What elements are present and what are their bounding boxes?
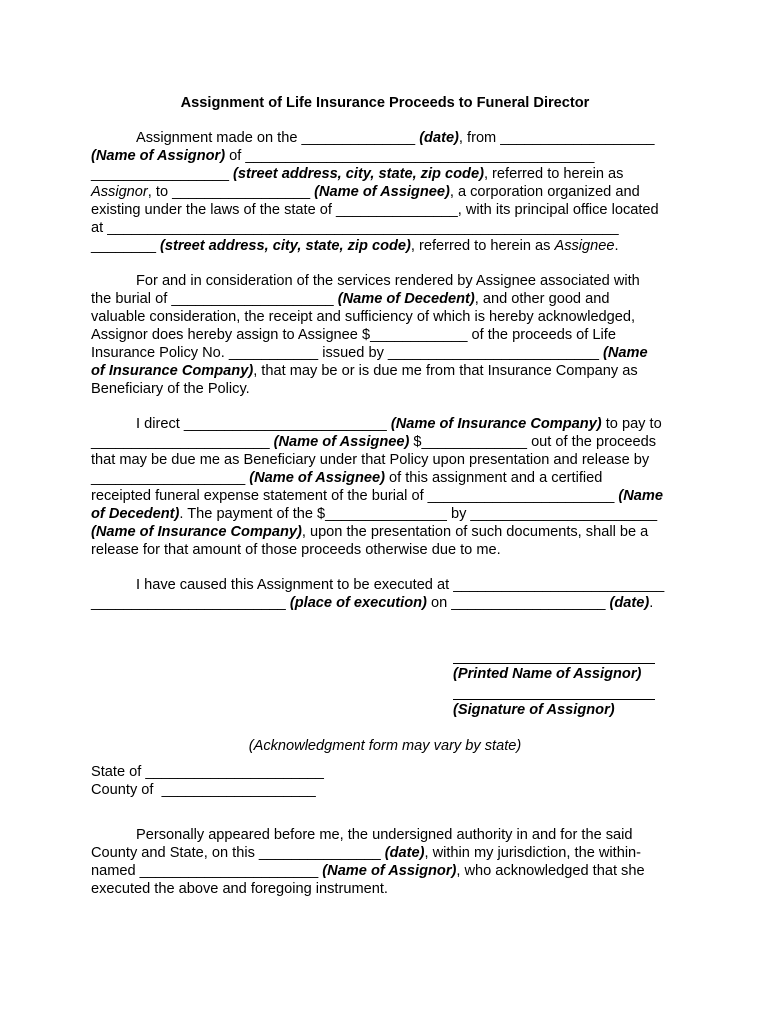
text-line <box>91 433 681 451</box>
body-text: I direct _________________________ <box>136 416 391 432</box>
text-line <box>91 505 681 523</box>
emphasis-text: (Name of Assignor) <box>322 863 457 879</box>
text-line <box>91 487 681 505</box>
emphasis-text: (Name of Insurance Company) <box>390 416 602 432</box>
body-text: , from ___________________ <box>458 130 655 146</box>
emphasis-text: (date) <box>609 595 650 611</box>
body-text: ___________________ <box>91 470 250 486</box>
body-text: , that may be or is due me from that Insurance Company as <box>253 363 638 379</box>
text-line <box>91 237 681 255</box>
acknowledgment-paragraph <box>91 826 681 898</box>
body-text: Assignment made on the ______________ <box>136 130 420 146</box>
text-line <box>91 380 681 398</box>
signature-line <box>453 699 655 700</box>
body-text: existing under the laws of the state of _______________, with its principal office located <box>91 202 659 218</box>
emphasis-text: (Name of Assignee) <box>249 470 385 486</box>
text-line <box>91 826 681 844</box>
county-line: County of ___________________ <box>91 782 316 798</box>
text-line <box>91 594 681 612</box>
body-text: , referred to herein as <box>410 238 555 254</box>
text-line <box>91 523 681 541</box>
text-line <box>91 326 681 344</box>
emphasis-text: (Name of Assignee) <box>314 184 450 200</box>
body-text: valuable consideration, the receipt and sufficiency of which is hereby acknowledged, <box>91 309 636 325</box>
printed-name-label: (Printed Name of Assignor) <box>453 666 642 682</box>
text-line <box>91 183 681 201</box>
body-text: of this assignment and a certified <box>384 470 603 486</box>
emphasis-text: of Decedent) <box>91 506 180 522</box>
emphasis-text: (Name <box>618 488 664 504</box>
body-text: at _______________________________________________________________ <box>91 220 619 236</box>
execution-paragraph <box>91 576 681 612</box>
body-text: on ___________________ <box>426 595 610 611</box>
body-text: executed the above and foregoing instrument. <box>91 881 388 897</box>
text-line <box>91 219 681 237</box>
body-text: Personally appeared before me, the undersigned authority in and for the said <box>136 827 633 843</box>
body-text: I have caused this Assignment to be executed at __________________________ <box>136 577 665 593</box>
body-text: , who acknowledged that she <box>456 863 645 879</box>
consideration-paragraph <box>91 272 681 398</box>
text-line <box>91 844 681 862</box>
text-line <box>91 308 681 326</box>
printed-name-line <box>453 663 655 664</box>
body-text: ________ <box>91 238 160 254</box>
body-text: ______________________ <box>91 434 274 450</box>
text-line <box>91 469 681 487</box>
emphasis-text: Assignor <box>91 184 148 200</box>
body-text: County and State, on this _______________ <box>91 845 385 861</box>
text-line <box>91 576 681 594</box>
body-text: , upon the presentation of such documents, shall be a <box>301 524 649 540</box>
body-text: . The payment of the $_______________ by _______________________ <box>179 506 658 522</box>
text-line <box>91 362 681 380</box>
body-text: , referred to herein as <box>483 166 624 182</box>
body-text: , to _________________ <box>147 184 315 200</box>
state-line: State of ______________________ <box>91 764 324 780</box>
text-line <box>91 880 681 898</box>
body-text: the burial of ____________________ <box>91 291 338 307</box>
body-text: , a corporation organized and <box>449 184 640 200</box>
body-text: release for that amount of those proceeds otherwise due to me. <box>91 542 501 558</box>
emphasis-text: (Name of Insurance Company) <box>91 524 302 540</box>
emphasis-text: (Name of Decedent) <box>337 291 475 307</box>
emphasis-text: (Name of Assignor) <box>91 148 226 164</box>
emphasis-text: of Insurance Company) <box>91 363 254 379</box>
body-text: $_____________ out of the proceeds <box>409 434 657 450</box>
body-text: Insurance Policy No. ___________ issued by __________________________ <box>91 345 604 361</box>
emphasis-text: Assignee <box>554 238 615 254</box>
text-line <box>91 541 681 559</box>
body-text: , and other good and <box>474 291 610 307</box>
text-line <box>91 201 681 219</box>
text-line <box>91 272 681 290</box>
text-line <box>91 451 681 469</box>
emphasis-text: (date) <box>419 130 459 146</box>
text-line <box>91 147 681 165</box>
body-text: named ______________________ <box>91 863 323 879</box>
body-text: For and in consideration of the services rendered by Assignee associated with <box>136 273 640 289</box>
text-line <box>91 129 681 147</box>
emphasis-text: (date) <box>384 845 425 861</box>
emphasis-text: (Name <box>603 345 648 361</box>
signature-label: (Signature of Assignor) <box>453 702 615 718</box>
body-text: to pay to <box>601 416 662 432</box>
emphasis-text: (place of execution) <box>289 595 427 611</box>
document-title: Assignment of Life Insurance Proceeds to Funeral Director <box>180 95 590 111</box>
text-line <box>91 415 681 433</box>
emphasis-text: (street address, city, state, zip code) <box>233 166 484 182</box>
body-text: Assignor does hereby assign to Assignee $____________ of the proceeds of Life <box>91 327 616 343</box>
emphasis-text: (street address, city, state, zip code) <box>160 238 411 254</box>
text-line <box>91 165 681 183</box>
body-text: . <box>649 595 654 611</box>
body-text: ________________________ <box>91 595 290 611</box>
body-text: _________________ <box>91 166 234 182</box>
assignment-paragraph <box>91 129 681 255</box>
body-text: . <box>614 238 619 254</box>
body-text: Beneficiary of the Policy. <box>91 381 250 397</box>
body-text: of ___________________________________________ <box>225 148 595 164</box>
acknowledgment-note: (Acknowledgment form may vary by state) <box>248 738 522 754</box>
body-text: , within my jurisdiction, the within- <box>424 845 642 861</box>
text-line <box>91 862 681 880</box>
body-text: receipted funeral expense statement of the burial of _______________________ <box>91 488 619 504</box>
text-line <box>91 290 681 308</box>
direction-paragraph <box>91 415 681 559</box>
text-line <box>91 344 681 362</box>
body-text: that may be due me as Beneficiary under that Policy upon presentation and release by <box>91 452 650 468</box>
emphasis-text: (Name of Assignee) <box>273 434 410 450</box>
